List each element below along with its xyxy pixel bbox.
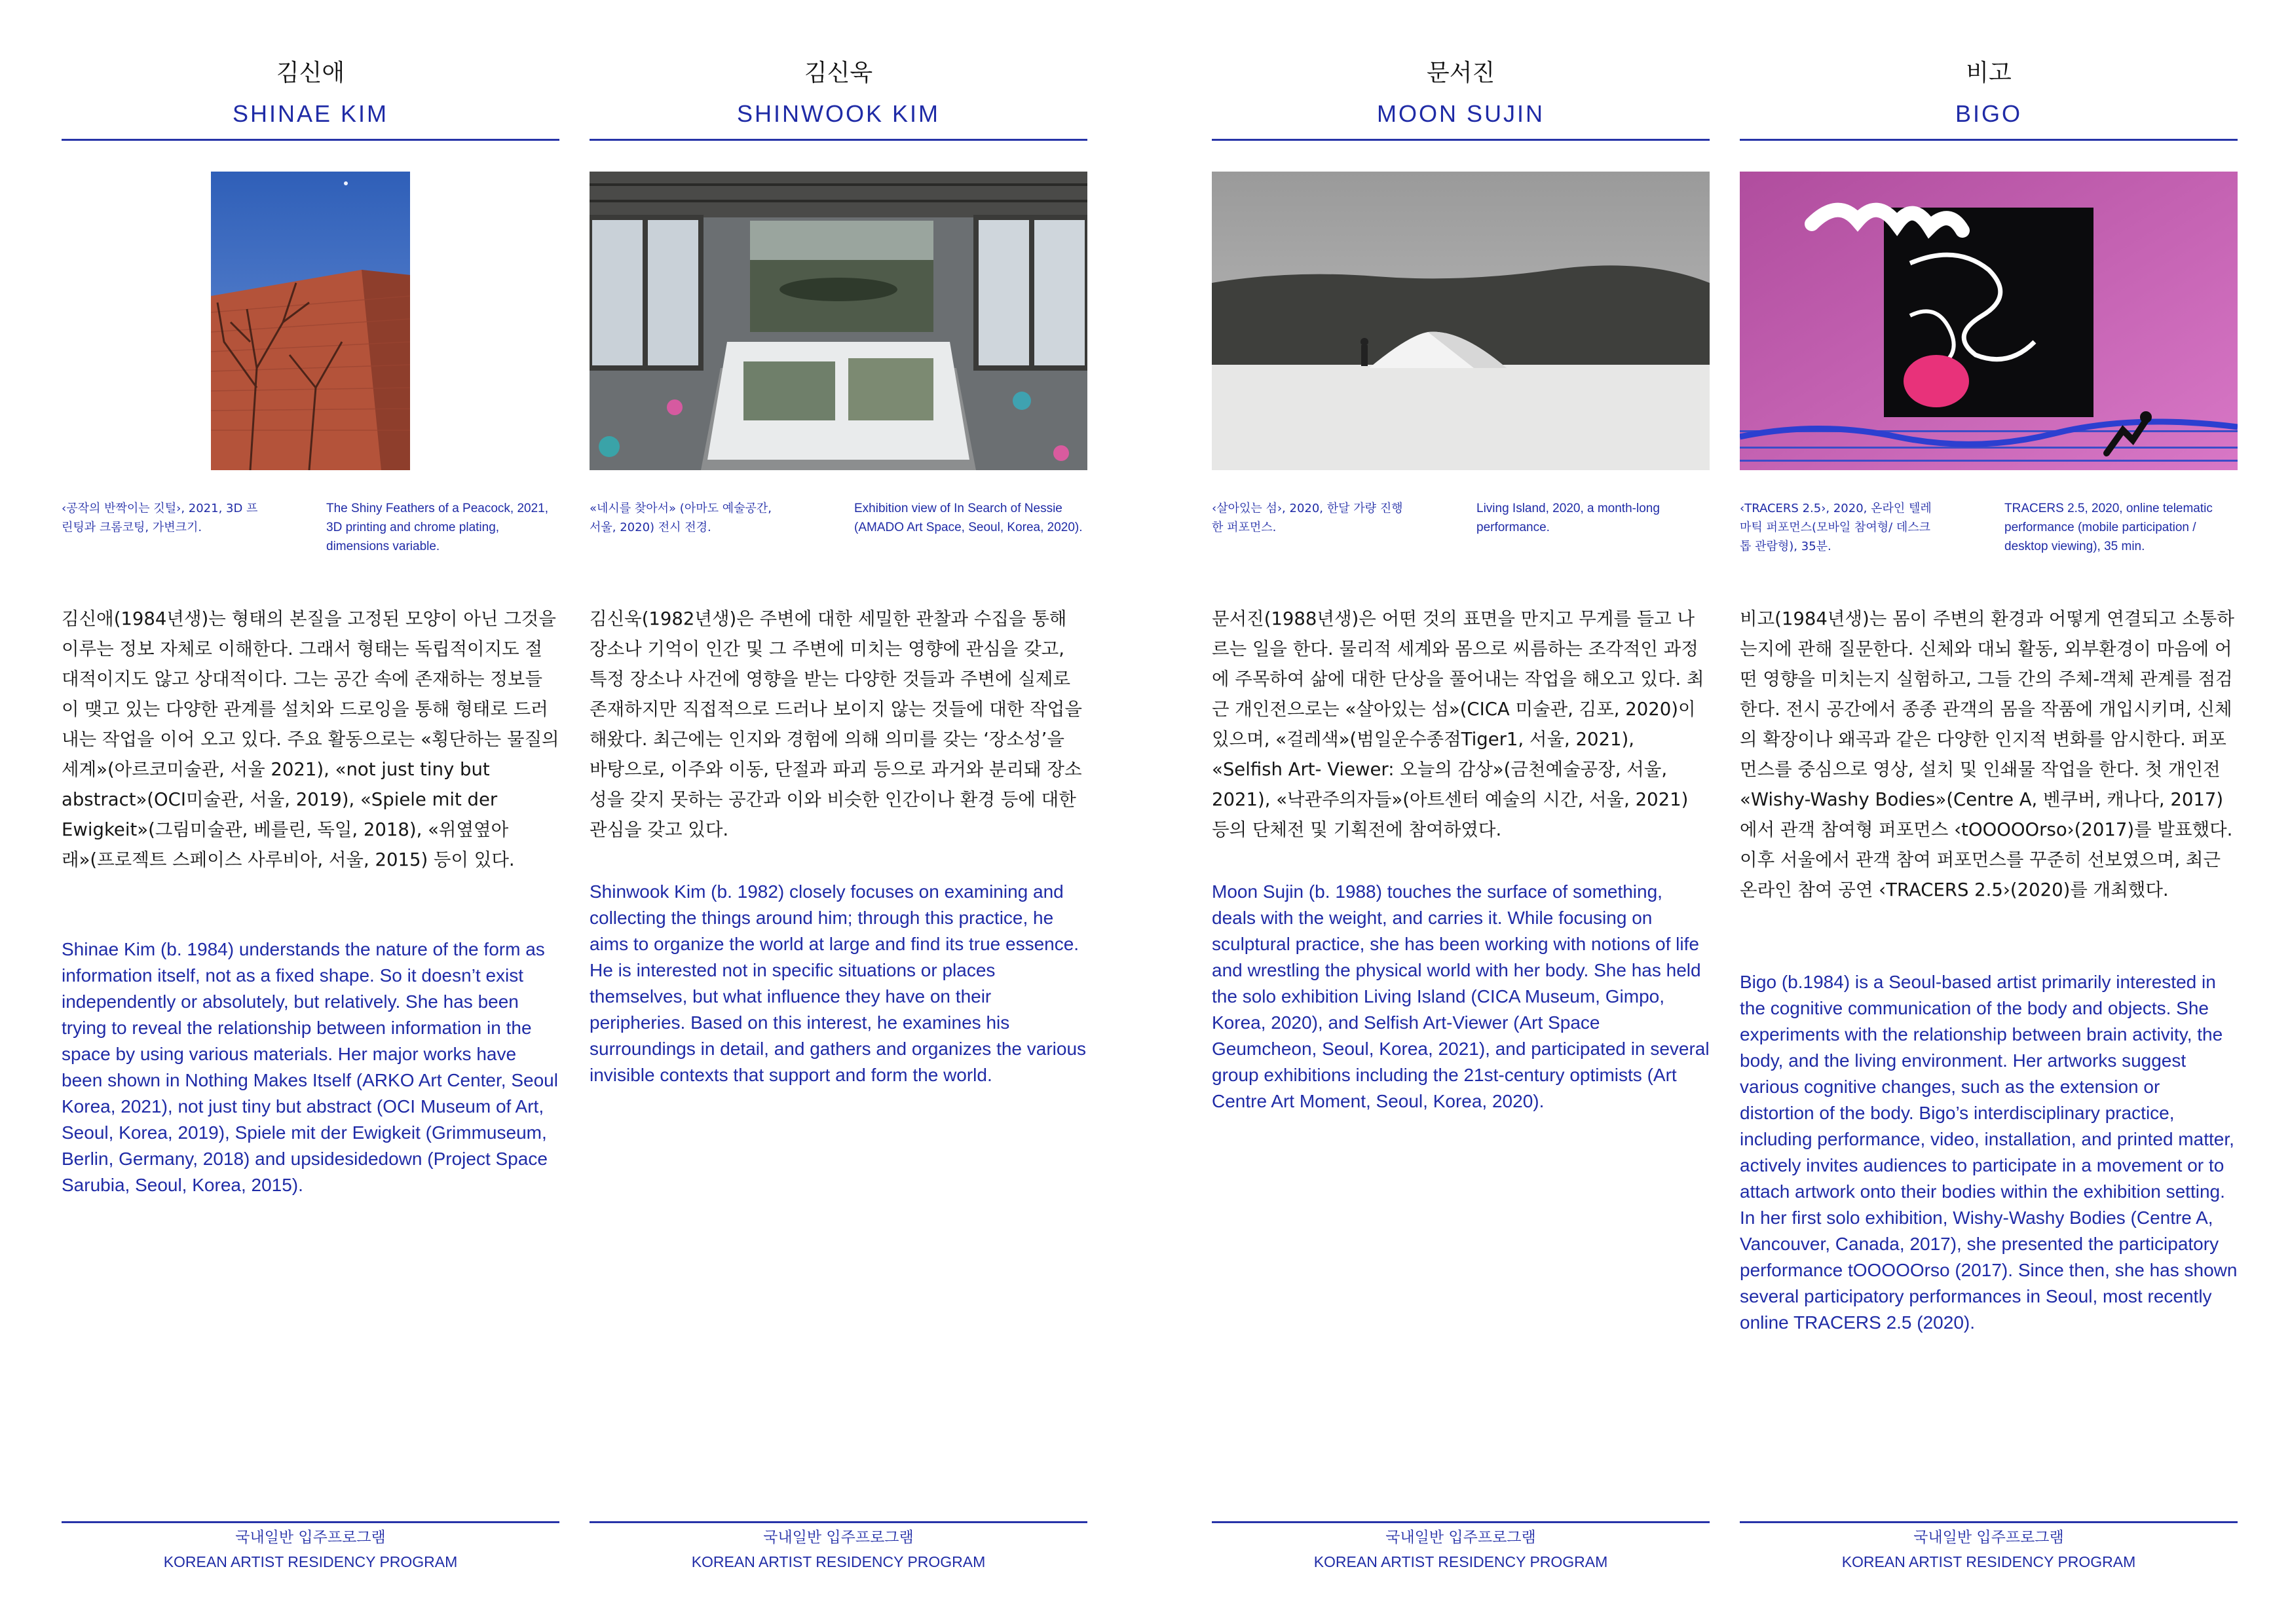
footer xyxy=(590,1526,1087,1574)
header-divider xyxy=(62,139,559,141)
bio-ko: 문서진(1988년생)은 어떤 것의 표면을 만지고 무게를 들고 나르는 일을 한다. 물리적 세계와 몸으로 씨름하는 조각적인 과정에 주목하여 삶에 대한 단상을 풀어내는 작업을 해오고 있다. 최근 개인전으로는 «살아있는 섬»(CICA 미술관, 김포, 2020)이 있으며, «걸레색»(범일운수종점Tiger1, 서울, 2021), «Selfish Art- Viewer: 오늘의 감상»(금천예술공장, 서울, 2021), «낙관주의자들»(아트센터 예술의 시간, 서울, 2021) 등의 단체전 및 기획전에 참여하였다. xyxy=(1212,608,1704,840)
header-divider xyxy=(1740,139,2238,141)
footer-program-en: KOREAN ARTIST RESIDENCY PROGRAM xyxy=(1841,1553,2136,1570)
bio-ko: 김신욱(1982년생)은 주변에 대한 세밀한 관찰과 수집을 통해 장소나 기억이 인간 및 그 주변에 미치는 영향에 관심을 갖고, 특정 장소나 사건에 영향을 받는 다양한 것들과 주변에 실제로 존재하지만 직접적으로 드러나 보이지 않는 것들에 대한 작업을 해왔다. 최근에는 인지와 경험에 의해 의미를 갖는 ‘장소성’을 바탕으로, 이주와 이동, 단절과 파괴 등으로 과거와 분리돼 장소성을 갖지 못하는 공간과 이와 비슷한 인간이나 환경 등에 대한 관심을 갖고 있다. xyxy=(590,608,1082,840)
footer-divider xyxy=(1212,1521,1710,1523)
footer-program-en: KOREAN ARTIST RESIDENCY PROGRAM xyxy=(691,1553,986,1570)
bio-ko: 비고(1984년생)는 몸이 주변의 환경과 어떻게 연결되고 소통하는지에 관해 질문한다. 신체와 대뇌 활동, 외부환경이 마음에 어떤 영향을 미치는지 실험하고, 그들 간의 주체-객체 관계를 점검한다. 전시 공간에서 종종 관객의 몸을 작품에 개입시키며, 신체의 확장이나 왜곡과 같은 다양한 인지적 변화를 암시한다. 퍼포먼스를 중심으로 영상, 설치 및 인쇄물 작업을 한다. 첫 개인전 «Wishy-Washy Bodies»(Centre A, 벤쿠버, 캐나다, 2017)에서 관객 참여형 퍼포먼스 ‹tOOOOOrso›(2017)를 발표했다. 이후 서울에서 관객 참여 퍼포먼스를 꾸준히 선보였으며, 최근 온라인 참여 공연 ‹TRACERS 2.5›(2020)를 개최했다. xyxy=(1740,608,2234,900)
artist-name-en: BIGO xyxy=(1955,100,2023,127)
artist-column-shinae-kim xyxy=(62,0,559,1624)
bio-en: Bigo (b.1984) is a Seoul-based artist primarily interested in the cognitive communication of the body and objects. She experiments with the relationship between brain activity, the body, and the living environment. Her artworks suggest various cognitive changes, such as the extension or distortion of the body. Bigo’s interdisciplinary practice, including performance, video, installation, and printed matter, actively invites audiences to participate in a movement or to attach artwork onto their bodies within the exhibition setting. In her first solo exhibition, Wishy-Washy Bodies (Centre A, Vancouver, Canada, 2017), she presented the participatory performance tOOOOOrso (2017). Since then, she has shown several participatory performances in Seoul, most recently online TRACERS 2.5 (2020). xyxy=(1740,972,2238,1333)
artwork-photo xyxy=(211,172,410,470)
caption-ko: ‹TRACERS 2.5›, 2020, 온라인 텔레마틱 퍼포먼스(모바일 참여형/ 데스크톱 관람형), 35분. xyxy=(1740,502,1932,553)
footer-program-ko: 국내일반 입주프로그램 xyxy=(235,1529,386,1546)
bio-en: Moon Sujin (b. 1988) touches the surface of something, deals with the weight, and carries it. While focusing on sculptural practice, she has been working with notions of life and wrestling the physical world with her body. She has held the solo exhibition Living Island (CICA Museum, Gimpo, Korea, 2020), and Selfish Art-Viewer (Art Space Geumcheon, Seoul, Korea, 2021), and participated in several group exhibitions including the 21st-century optimists (Art Centre Art Moment, Seoul, Korea, 2020). xyxy=(1212,881,1710,1111)
artist-name-ko: 김신애 xyxy=(276,60,345,86)
caption-en: TRACERS 2.5, 2020, online telematic performance (mobile participation / desktop viewing), 35 min. xyxy=(2004,502,2213,553)
caption-ko: ‹공작의 반짝이는 깃털›, 2021, 3D 프린팅과 크롬코팅, 가변크기. xyxy=(62,502,258,534)
artist-name-en: MOON SUJIN xyxy=(1376,100,1545,127)
artist-name-ko: 문서진 xyxy=(1426,60,1495,86)
header-divider xyxy=(1212,139,1710,141)
footer-program-ko: 국내일반 입주프로그램 xyxy=(763,1529,914,1546)
footer-divider xyxy=(1740,1521,2238,1523)
bio-ko: 김신애(1984년생)는 형태의 본질을 고정된 모양이 아닌 그것을 이루는 정보 자체로 이해한다. 그래서 형태는 독립적이지도 절대적이지도 않고 상대적이다. 그는 공간 속에 존재하는 정보들이 맺고 있는 다양한 관계를 설치와 드로잉을 통해 형태로 드러내는 작업을 이어 오고 있다. 주요 활동으로는 «횡단하는 물질의 세계»(아르코미술관, 서울 2021), «not just tiny but abstract»(OCI미술관, 서울, 2019), «Spiele mit der Ewigkeit»(그림미술관, 베를린, 독일, 2018), «위옆옆아래»(프로젝트 스페이스 사루비아, 서울, 2015) 등이 있다. xyxy=(62,608,559,870)
caption-ko: ‹살아있는 섬›, 2020, 한달 가량 진행한 퍼포먼스. xyxy=(1212,502,1403,534)
artist-column-moon-sujin xyxy=(1212,0,1710,1624)
artwork-photo xyxy=(1740,172,2238,470)
caption-en: Living Island, 2020, a month-long performance. xyxy=(1476,502,1660,534)
bio-en: Shinwook Kim (b. 1982) closely focuses on examining and collecting the things around him; through this practice, he aims to organize the world at large and find its true essence. He is interested not in specific situations or places themselves, but what influence they have on their peripheries. Based on this interest, he examines his surroundings in detail, and gathers and organizes the various invisible contexts that support and form the world. xyxy=(590,881,1087,1085)
footer-program-ko: 국내일반 입주프로그램 xyxy=(1385,1529,1536,1546)
footer-program-en: KOREAN ARTIST RESIDENCY PROGRAM xyxy=(163,1553,458,1570)
footer-program-ko: 국내일반 입주프로그램 xyxy=(1913,1529,2064,1546)
caption-ko: «네시를 찾아서» (아마도 예술공간, 서울, 2020) 전시 전경. xyxy=(590,502,772,534)
footer-divider xyxy=(590,1521,1087,1523)
footer xyxy=(1740,1526,2238,1574)
artist-name-en: SHINWOOK KIM xyxy=(736,100,940,127)
caption-en: Exhibition view of In Search of Nessie (AMADO Art Space, Seoul, Korea, 2020). xyxy=(854,502,1083,534)
artist-name-en: SHINAE KIM xyxy=(232,100,389,127)
footer-divider xyxy=(62,1521,559,1523)
artwork-photo xyxy=(1212,172,1710,470)
artist-column-bigo xyxy=(1740,0,2238,1624)
footer xyxy=(1212,1526,1710,1574)
artist-name-ko: 김신욱 xyxy=(804,60,873,86)
footer xyxy=(62,1526,559,1574)
artist-name-ko: 비고 xyxy=(1966,60,2012,86)
bio-en: Shinae Kim (b. 1984) understands the nature of the form as information itself, not as a fixed shape. So it doesn’t exist independently or absolutely, but relatively. She has been trying to reveal the relationship between information in the space by using various materials. Her major works have been shown in Nothing Makes Itself (ARKO Art Center, Seoul Korea, 2021), not just tiny but abstract (OCI Museum of Art, Seoul, Korea, 2019), Spiele mit der Ewigkeit (Grimmuseum, Berlin, Germany, 2018) and upsidesidedown (Project Space Sarubia, Seoul, Korea, 2015). xyxy=(62,939,558,1195)
artist-column-shinwook-kim xyxy=(590,0,1087,1624)
caption-en: The Shiny Feathers of a Peacock, 2021, 3D printing and chrome plating, dimensions variable. xyxy=(326,502,549,553)
footer-program-en: KOREAN ARTIST RESIDENCY PROGRAM xyxy=(1313,1553,1608,1570)
artwork-photo xyxy=(590,172,1087,470)
header-divider xyxy=(590,139,1087,141)
